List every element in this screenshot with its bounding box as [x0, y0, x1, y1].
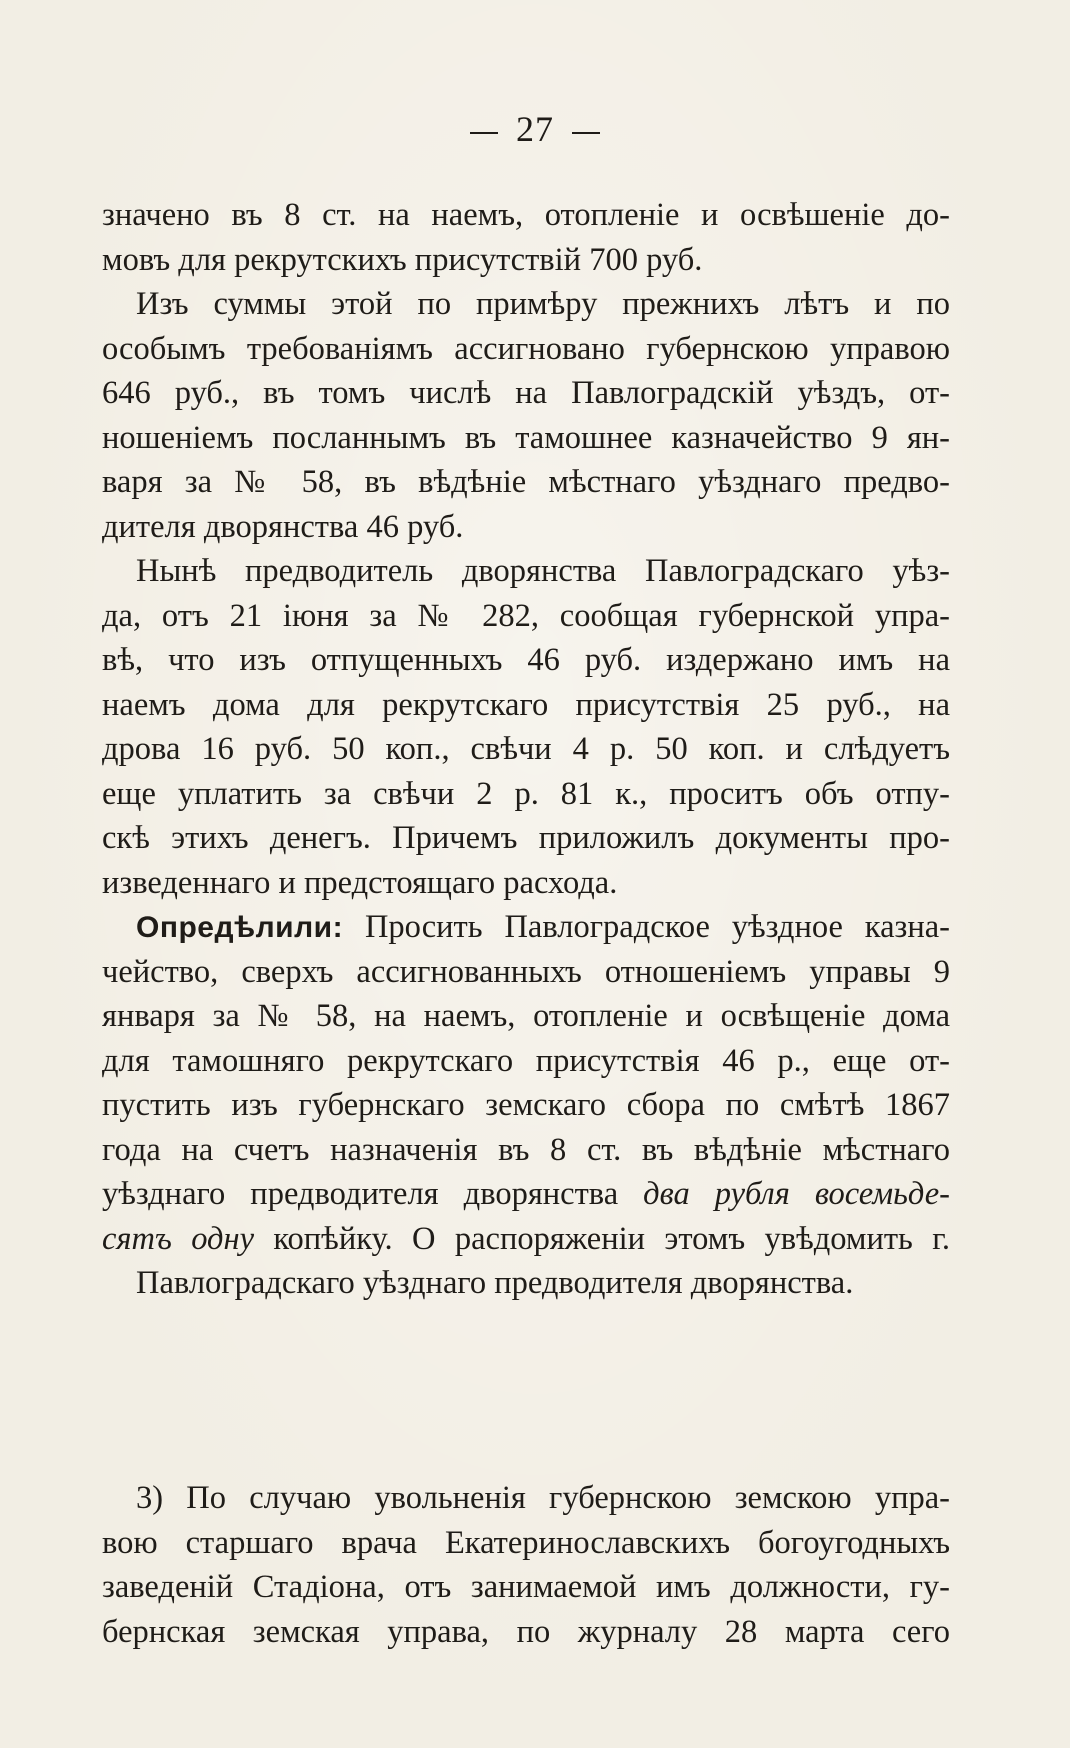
text-line: изведеннаго и предстоящаго расхода. [102, 864, 618, 901]
section3-line: вою старшаго врача Екатеринославскихъ богоугодныхъ [102, 1524, 950, 1561]
main-text-block [102, 193, 950, 1306]
resolution-line: года на счетъ назначенія въ 8 ст. въ вѣдѣніе мѣстнаго [102, 1131, 950, 1168]
text-line: варя за № 58, въ вѣдѣніе мѣстнаго уѣзднаго предво- [102, 464, 950, 500]
page-number-text: 27 [516, 109, 554, 149]
page-number-dash-left [470, 132, 498, 134]
text-line: да, отъ 21 іюня за № 282, сообщая губернской упра- [102, 597, 950, 634]
resolution-line-text: копѣйку. О распоряженіи этомъ увѣдомить г. [254, 1220, 951, 1257]
resolution-final-line: Павлоградскаго уѣзднаго предводителя дворянства. [136, 1265, 854, 1301]
text-line: Нынѣ предводитель дворянства Павлоградскаго уѣз- [136, 553, 950, 589]
resolution-line: чейство, сверхъ ассигнованныхъ отношеніемъ управы 9 [102, 953, 950, 990]
italic-amount-text: сятъ одну [102, 1220, 255, 1257]
text-line: еще уплатить за свѣчи 2 р. 81 к., проситъ объ отпу- [102, 775, 950, 812]
text-line: Изъ суммы этой по примѣру прежнихъ лѣтъ и по [136, 286, 950, 322]
section3-line: бернская земская управа, по журналу 28 марта сего [102, 1613, 950, 1650]
resolution-line [102, 1172, 950, 1217]
resolution-line: пустить изъ губернскаго земскаго сбора по смѣтѣ 1867 [102, 1087, 950, 1123]
resolution-first-line [102, 905, 950, 950]
italic-amount-text: два рубля восемьде- [643, 1176, 951, 1212]
text-line: мовъ для рекрутскихъ присутствій 700 руб. [102, 241, 703, 278]
text-line: скѣ этихъ денегъ. Причемъ приложилъ документы про- [102, 820, 950, 856]
page-number [0, 108, 1070, 150]
resolution-line [102, 1217, 950, 1262]
section3-line: заведеній Стадіона, отъ занимаемой имъ должности, гу- [102, 1569, 950, 1605]
resolution-line: января за № 58, на наемъ, отопленіе и освѣщеніе дома [102, 998, 950, 1034]
section3-line: 3) По случаю увольненія губернскою земскою упра- [136, 1480, 950, 1516]
section-3-text-block [102, 1476, 950, 1654]
text-line: наемъ дома для рекрутскаго присутствія 25 руб., на [102, 686, 950, 723]
resolution-label: Опредѣлили: [136, 911, 344, 944]
text-line: дрова 16 руб. 50 коп., свѣчи 4 р. 50 коп. и слѣдуетъ [102, 731, 950, 767]
text-line: значено въ 8 ст. на наемъ, отопленіе и освѣшеніе до- [102, 197, 950, 233]
resolution-line: для тамошняго рекрутскаго присутствія 46 р., еще от- [102, 1042, 950, 1079]
text-line: 646 руб., въ томъ числѣ на Павлоградскій уѣздъ, от- [102, 375, 950, 411]
text-line: особымъ требованіямъ ассигновано губернскою управою [102, 330, 950, 367]
text-line: вѣ, что изъ отпущенныхъ 46 руб. издержано имъ на [102, 642, 950, 678]
resolution-line-text: уѣзднаго предводителя дворянства [102, 1176, 644, 1212]
resolution-first-line-text: Просить Павлоградское уѣздное казна- [343, 909, 950, 945]
page-number-dash-right [572, 132, 600, 134]
text-line: ношеніемъ посланнымъ въ тамошнее казначейство 9 ян- [102, 419, 950, 456]
text-line: дителя дворянства 46 руб. [102, 508, 464, 545]
